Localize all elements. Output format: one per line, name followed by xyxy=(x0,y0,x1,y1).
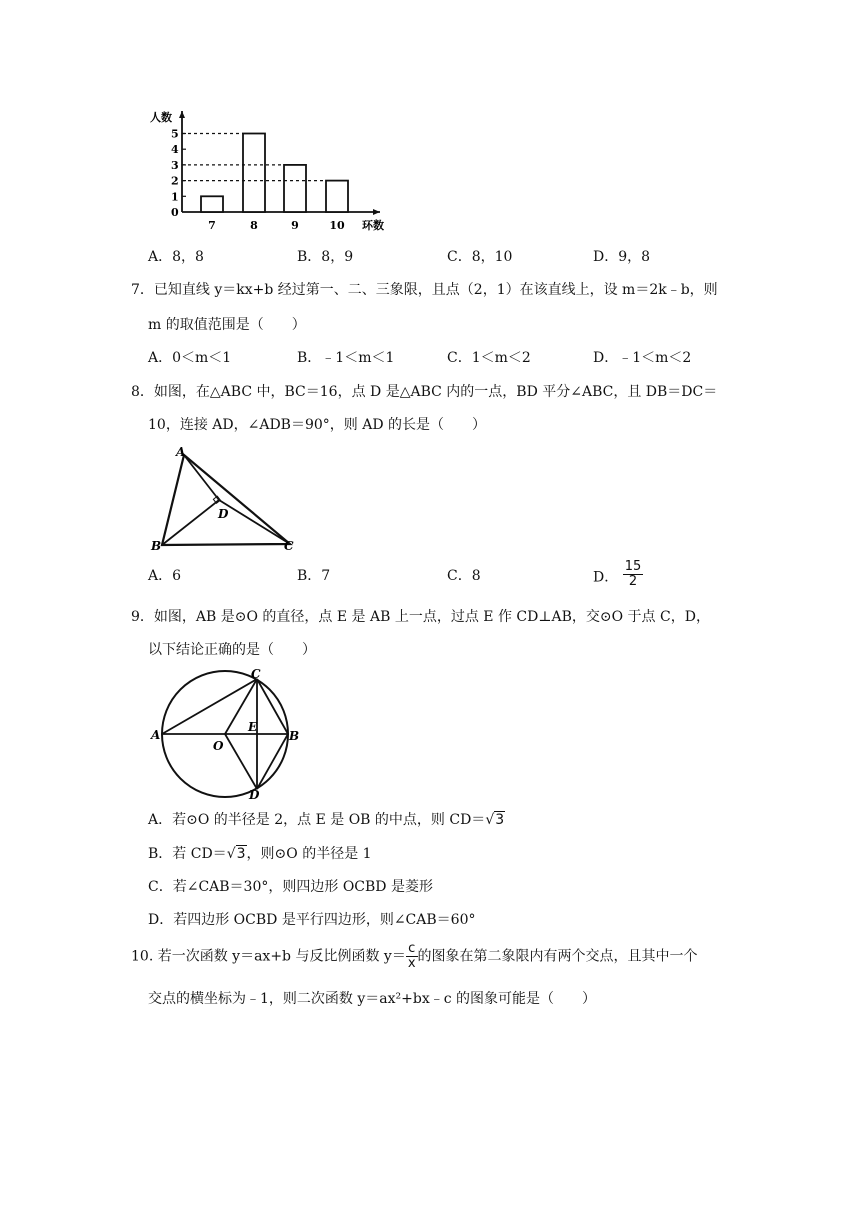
bar-chart xyxy=(140,105,400,235)
x-axis-title: 环数 xyxy=(362,219,384,232)
segment-dc xyxy=(219,500,290,544)
sqrt-symbol: √3 xyxy=(485,812,505,828)
q6-option-b[interactable]: B．8，9 xyxy=(297,249,354,265)
q7-option-d[interactable]: D．﹣1＜m＜2 xyxy=(593,350,692,366)
y-tick-label: 0 xyxy=(171,206,179,219)
q7-option-c[interactable]: C．1＜m＜2 xyxy=(447,350,531,366)
q9-option-a[interactable] xyxy=(148,810,505,830)
circle-figure xyxy=(145,668,300,800)
sqrt-symbol: √3 xyxy=(226,846,246,862)
q9-option-d[interactable]: D．若四边形 OCBD 是平行四边形，则∠CAB＝60° xyxy=(148,912,476,928)
q9-question-line2: 以下结论正确的是（ ） xyxy=(148,642,316,658)
y-tick-label: 2 xyxy=(171,174,179,188)
point-a-label: A xyxy=(151,728,161,742)
segment-ad xyxy=(184,455,219,500)
x-tick-label: 7 xyxy=(208,219,216,232)
bar xyxy=(284,165,306,212)
q6-option-d[interactable]: D．9，8 xyxy=(593,249,651,265)
fraction-numerator: c xyxy=(406,942,418,957)
segment-ac xyxy=(162,679,257,734)
q8-option-b[interactable]: B．7 xyxy=(297,568,331,584)
q10-question-line1 xyxy=(131,942,698,971)
q8-question-line1: 8．如图，在△ABC 中，BC＝16，点 D 是△ABC 内的一点，BD 平分∠ABC，且 DB＝DC＝ xyxy=(131,384,718,400)
q8-option-c[interactable]: C．8 xyxy=(447,568,481,584)
q8-question-line2: 10，连接 AD，∠ADB＝90°，则 AD 的长是（ ） xyxy=(148,417,487,433)
point-d-label: D xyxy=(218,507,229,521)
q10-text-pre: 10. 若一次函数 y＝ax+b 与反比例函数 y＝ xyxy=(131,948,406,965)
point-e-label: E xyxy=(248,720,258,734)
bar xyxy=(326,181,348,212)
x-tick-label: 9 xyxy=(291,219,299,232)
fraction-denominator: x xyxy=(407,956,416,971)
q10-question-line2: 交点的横坐标为﹣1，则二次函数 y＝ax²+bx﹣c 的图象可能是（ ） xyxy=(148,991,596,1007)
q9-question-line1: 9．如图，AB 是⊙O 的直径，点 E 是 AB 上一点，过点 E 作 CD⊥AB，交⊙O 于点 C，D， xyxy=(131,609,710,625)
q10-fraction xyxy=(406,942,418,971)
y-tick-label: 5 xyxy=(171,127,179,141)
q9-option-b[interactable] xyxy=(148,844,372,864)
y-tick-label: 4 xyxy=(171,143,179,157)
q6-option-a[interactable]: A．8，8 xyxy=(148,249,204,265)
y-axis-title: 人数 xyxy=(150,111,172,124)
y-axis-arrow xyxy=(179,111,185,118)
q8-option-d-fraction xyxy=(623,560,644,589)
fraction-denominator: 2 xyxy=(628,574,638,589)
y-tick-label: 1 xyxy=(171,190,179,204)
segment-bd xyxy=(257,734,288,789)
bar xyxy=(201,196,223,212)
point-c-label: C xyxy=(251,668,261,681)
q8-option-d-prefix: D． xyxy=(593,569,619,586)
vertex-c-label: C xyxy=(284,539,294,553)
q7-question-line2: m 的取值范围是（ ） xyxy=(148,317,306,333)
bar xyxy=(243,134,265,213)
q9-option-c[interactable]: C．若∠CAB＝30°，则四边形 OCBD 是菱形 xyxy=(148,879,433,895)
x-tick-label: 8 xyxy=(250,219,258,232)
segment-cb xyxy=(257,679,288,734)
fraction-numerator: 15 xyxy=(624,559,642,574)
q8-option-a[interactable]: A．6 xyxy=(148,568,182,584)
q7-question-line1: 7．已知直线 y＝kx+b 经过第一、二、三象限，且点（2，1）在该直线上，设 m＝2k﹣b，则 xyxy=(131,282,718,298)
x-axis-arrow xyxy=(373,209,380,215)
triangle-figure xyxy=(148,442,303,557)
y-tick-label: 3 xyxy=(171,158,179,172)
point-d-label: D xyxy=(249,788,260,800)
x-tick-label: 10 xyxy=(329,219,345,232)
q9-option-b-text-post: ，则⊙O 的半径是 1 xyxy=(246,846,372,862)
q8-option-d[interactable] xyxy=(593,559,643,589)
vertex-a-label: A xyxy=(176,445,186,459)
q10-text-post: 的图象在第二象限内有两个交点，且其中一个 xyxy=(417,948,698,965)
point-b-label: B xyxy=(289,729,300,743)
q9-option-b-text: B．若 CD＝ xyxy=(148,846,227,862)
vertex-b-label: B xyxy=(151,539,162,553)
segment-od xyxy=(225,734,257,789)
q9-option-a-text: A．若⊙O 的半径是 2，点 E 是 OB 的中点，则 CD＝ xyxy=(148,812,486,828)
point-o-label: O xyxy=(213,739,224,753)
q6-option-c[interactable]: C．8，10 xyxy=(447,249,513,265)
q7-option-b[interactable]: B．﹣1＜m＜1 xyxy=(297,350,395,366)
q7-option-a[interactable]: A．0＜m＜1 xyxy=(148,350,232,366)
